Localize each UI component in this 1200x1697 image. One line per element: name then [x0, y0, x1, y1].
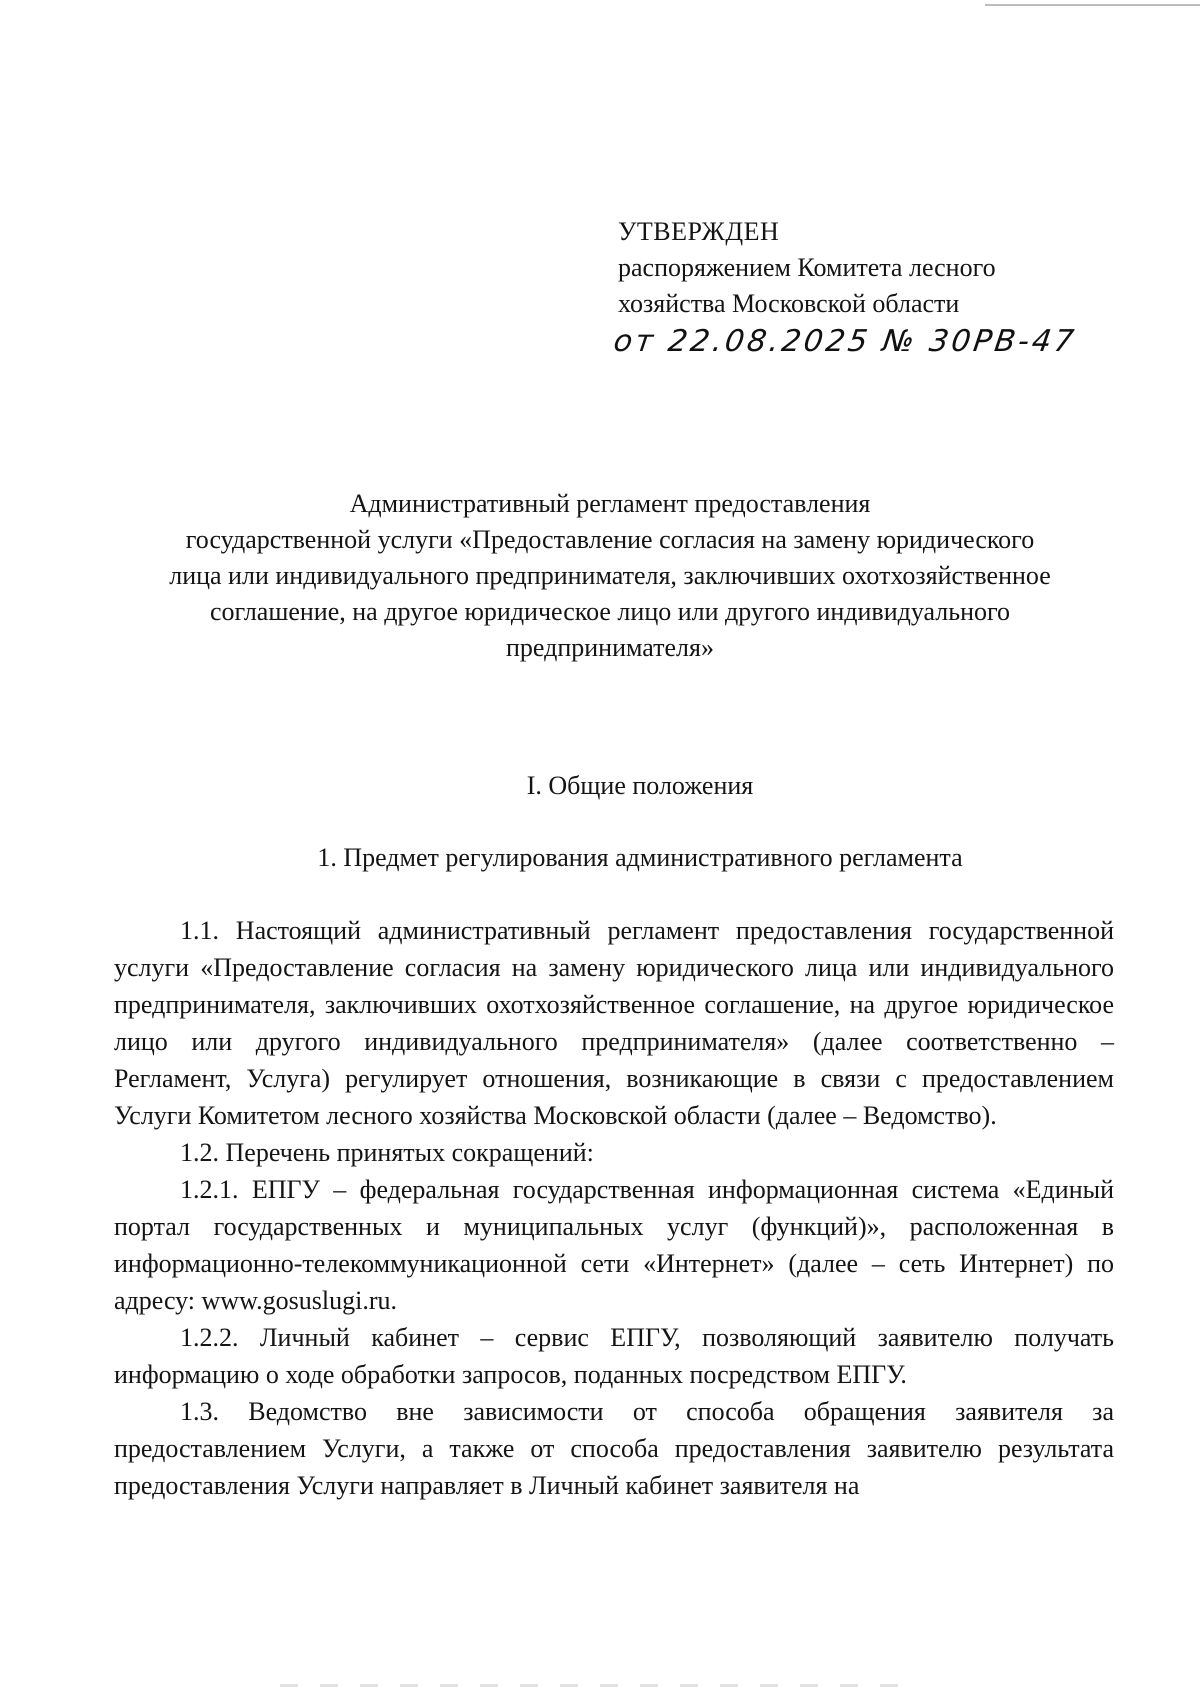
- scan-artifact: [280, 1684, 900, 1687]
- approval-block: [618, 214, 1138, 322]
- title-line-2: государственной услуги «Предоставление согласия на замену юридического: [185, 525, 1035, 554]
- section-heading: I. Общие положения: [526, 771, 754, 800]
- body-text: [114, 912, 1114, 1504]
- title-line-5: предпринимателя»: [506, 633, 714, 662]
- paragraph-1-2-2: 1.2.2. Личный кабинет – сервис ЕПГУ, позволяющий заявителю получать информацию о ходе обработки запросов, поданных посредством ЕПГУ.: [114, 1323, 1114, 1389]
- handwritten-date-number: от 22.08.2025 № 30РВ-47: [611, 324, 1079, 359]
- paragraph-1-2: 1.2. Перечень принятых сокращений:: [180, 1138, 594, 1167]
- scan-edge-line: [985, 4, 1200, 6]
- paragraph-1-3: 1.3. Ведомство вне зависимости от способа обращения заявителя за предоставлением Услуги, а также от способа предоставления заявителю результата предоставления Услуги направляет в Личный кабинет заявителя на: [114, 1397, 1114, 1500]
- title-line-1: Административный регламент предоставления: [349, 489, 871, 518]
- approval-line-1: распоряжением Комитета лесного: [618, 253, 996, 282]
- paragraph-1-2-1: 1.2.1. ЕПГУ – федеральная государственная информационная система «Единый портал государственных и муниципальных услуг (функций)», расположенная в информационно-телекоммуникационной сети «Интернет» (далее – сеть Интернет) по адресу: www.gosuslugi.ru.: [114, 1175, 1114, 1315]
- document-title: [140, 486, 1080, 666]
- approval-title: УТВЕРЖДЕН: [618, 217, 780, 246]
- title-line-4: соглашение, на другое юридическое лицо или другого индивидуального: [209, 597, 1011, 626]
- title-line-3: лица или индивидуального предпринимателя, заключивших охотхозяйственное: [169, 561, 1051, 590]
- subsection-heading: 1. Предмет регулирования административного регламента: [317, 843, 963, 872]
- paragraph-1-1: 1.1. Настоящий административный регламент предоставления государственной услуги «Предоставление согласия на замену юридического лица или индивидуального предпринимателя, заключивших охотхозяйственное соглашение, на другое юридическое лицо или другого индивидуального предпринимателя» (далее соответственно – Регламент, Услуга) регулирует отношения, возникающие в связи с предоставлением Услуги Комитетом лесного хозяйства Московской области (далее – Ведомство).: [114, 916, 1114, 1130]
- approval-line-2: хозяйства Московской области: [618, 289, 960, 318]
